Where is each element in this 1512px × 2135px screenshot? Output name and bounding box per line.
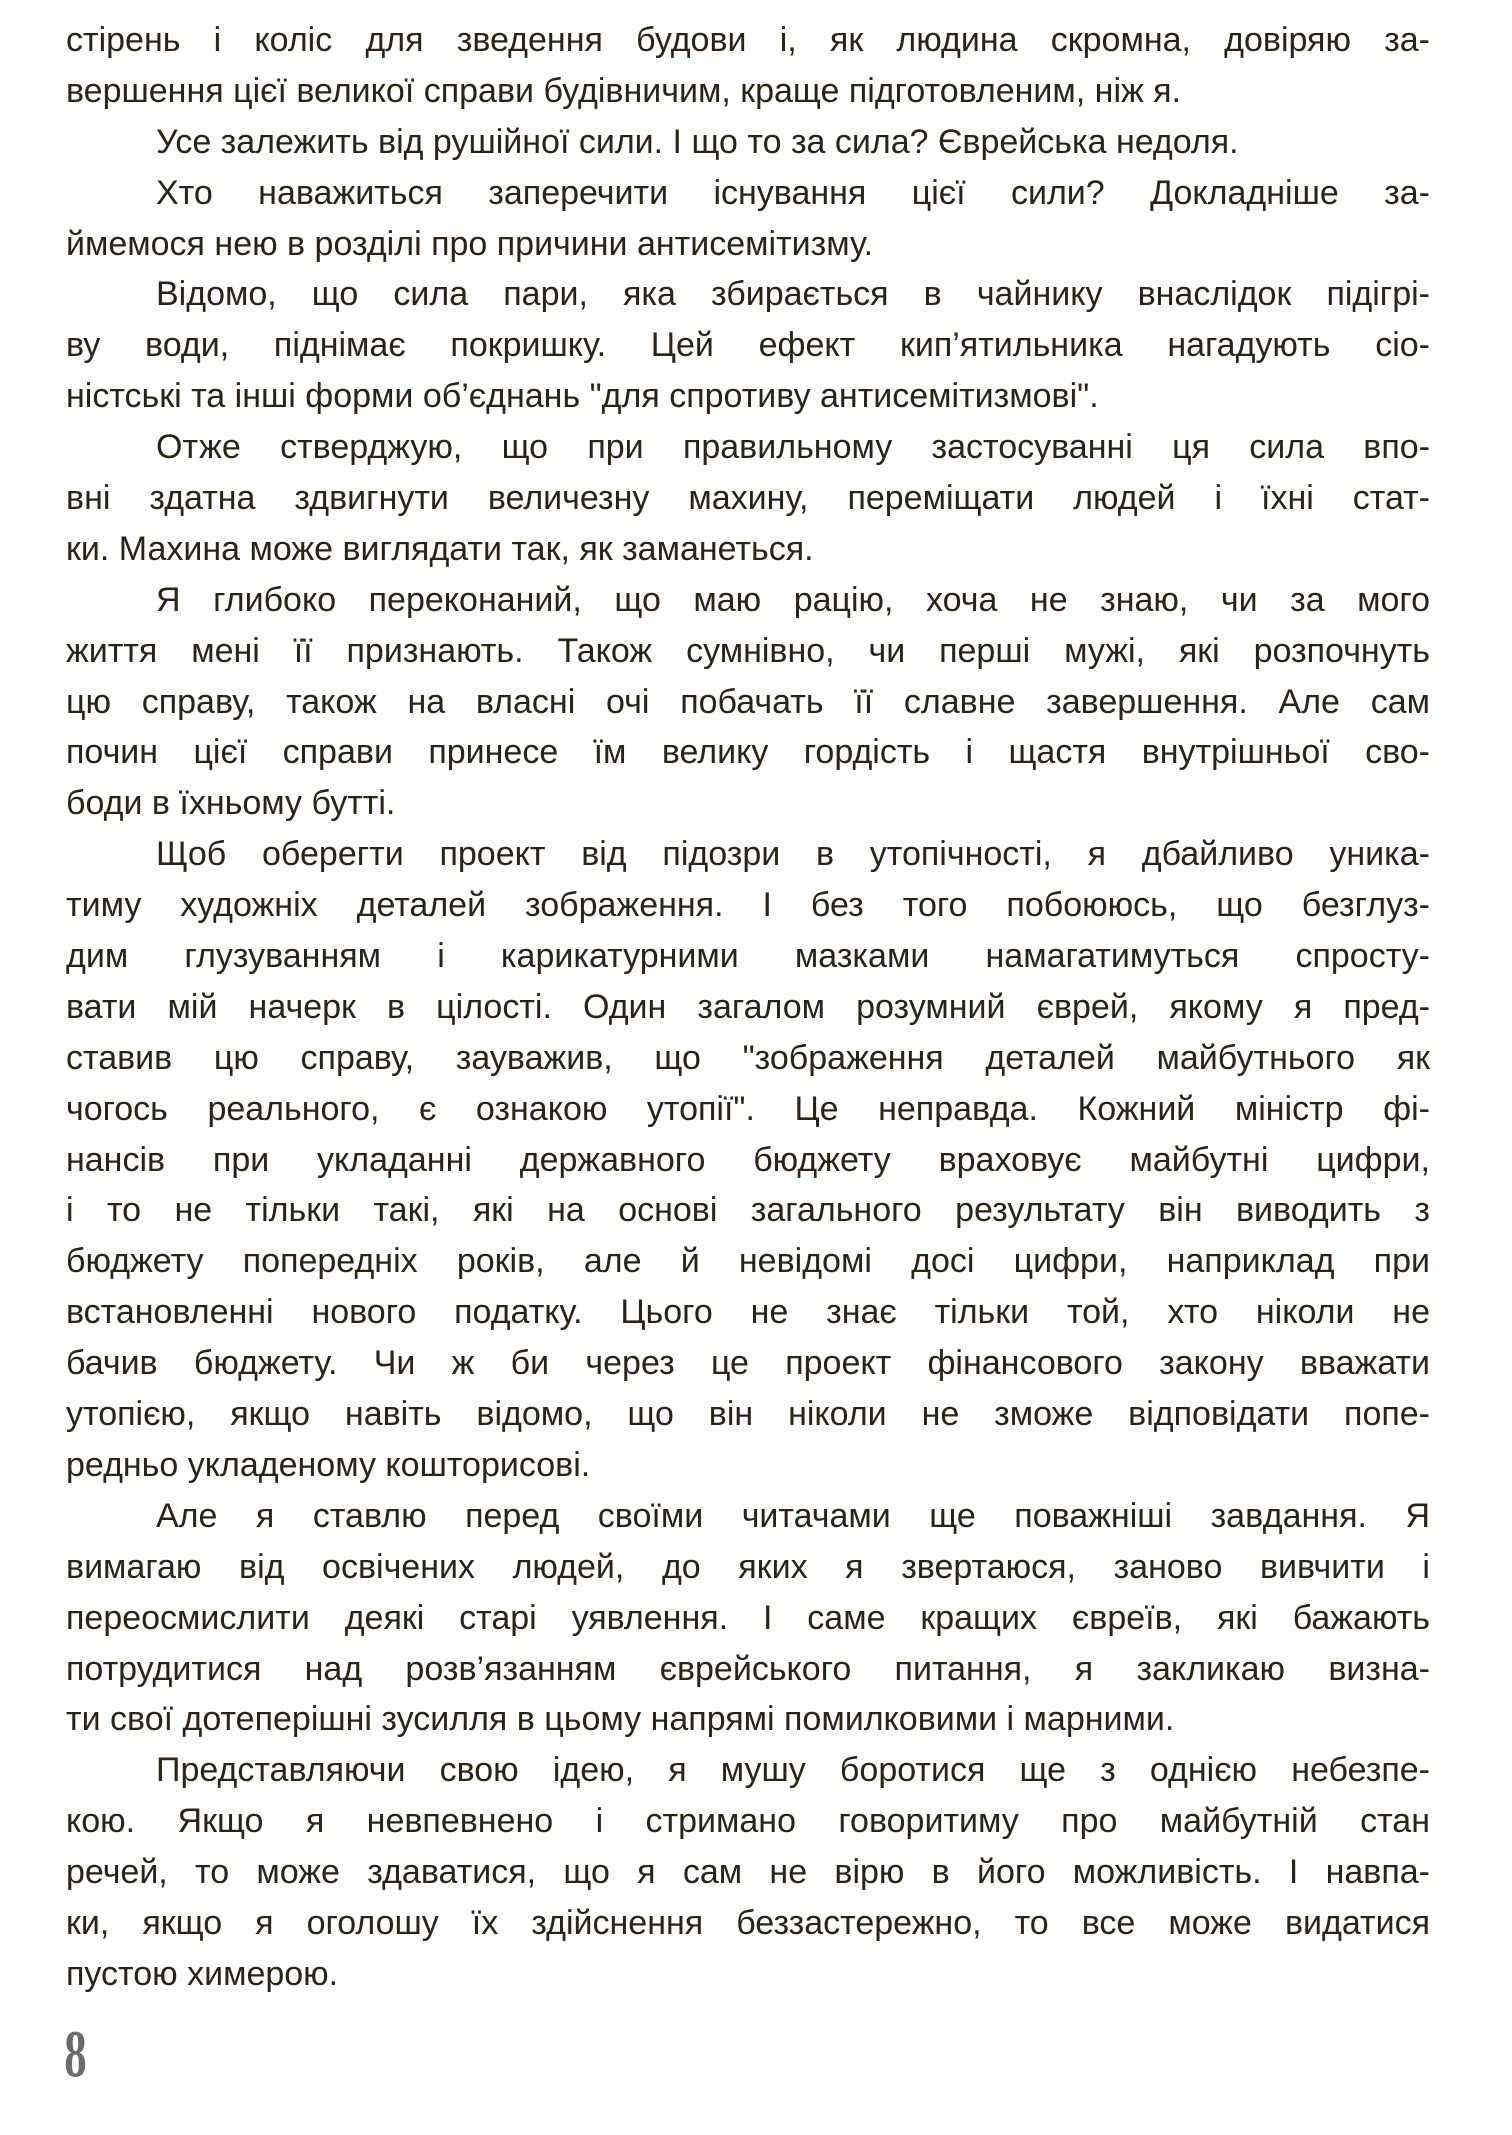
- text-line: встановленні нового податку. Цього не знає тільки той, хто ніколи не: [66, 1293, 1430, 1332]
- paragraph: [66, 1491, 1430, 1745]
- text-line: потрудитися над розв’язанням єврейського питання, я закликаю визна-: [66, 1649, 1430, 1688]
- text-line: цю справу, також на власні очі побачать її славне завершення. Але сам: [66, 682, 1430, 721]
- body-text: [66, 15, 1430, 2000]
- text-line: ти свої дотеперішні зусилля в цьому напрямі помилковими і марними.: [66, 1700, 1175, 1739]
- text-line: вні здатна здвигнути величезну махину, переміщати людей і їхні стат-: [66, 479, 1430, 518]
- text-line: утопією, якщо навіть відомо, що він ніколи не зможе відповідати попе-: [66, 1395, 1430, 1434]
- text-line: ністські та інші форми об’єднань "для спротиву антисемітизмові".: [66, 377, 1099, 416]
- page-number: 8: [64, 2021, 87, 2091]
- text-line: вати мій начерк в цілості. Один загалом розумний єврей, якому я пред-: [66, 987, 1430, 1026]
- text-line: боди в їхньому бутті.: [66, 784, 396, 823]
- text-line: вершення цієї великої справи будівничим, краще підготовленим, ніж я.: [66, 71, 1182, 110]
- text-line: Представляючи свою ідею, я мушу боротися ще з однією небезпе-: [156, 1751, 1430, 1790]
- paragraph: [66, 168, 1430, 270]
- paragraph: [66, 422, 1430, 575]
- paragraph: [66, 1745, 1430, 1999]
- text-line: ймемося нею в розділі про причини антисемітизму.: [66, 224, 874, 263]
- text-line: речей, то може здаватися, що я сам не вірю в його можливість. І навпа-: [66, 1853, 1430, 1892]
- paragraph: [66, 15, 1430, 117]
- text-line: дим глузуванням і карикатурними мазками намагатимуться спросту-: [66, 937, 1430, 976]
- text-line: бюджету попередніх років, але й невідомі досі цифри, наприклад при: [66, 1242, 1430, 1281]
- paragraph: [66, 829, 1430, 1491]
- text-line: редньо укладеному кошторисові.: [66, 1445, 591, 1484]
- text-line: Хто наважиться заперечити існування цієї сили? Докладніше за-: [156, 173, 1430, 212]
- text-line: ставив цю справу, зауважив, що "зображення деталей майбутнього як: [66, 1038, 1430, 1077]
- text-line: Але я ставлю перед своїми читачами ще поважніші завдання. Я: [156, 1496, 1430, 1535]
- text-line: стірень і коліс для зведення будови і, як людина скромна, довіряю за-: [66, 21, 1430, 59]
- text-line: ву води, піднімає покришку. Цей ефект кип’ятильника нагадують сіо-: [66, 326, 1430, 365]
- paragraph: [66, 575, 1430, 829]
- paragraph: [66, 269, 1430, 422]
- paragraph: [66, 117, 1430, 168]
- text-line: вимагаю від освічених людей, до яких я звертаюся, заново вивчити і: [66, 1547, 1430, 1586]
- text-line: Усе залежить від рушійної сили. І що то за сила? Єврейська недоля.: [156, 122, 1239, 161]
- text-line: життя мені її признають. Також сумнівно, чи перші мужі, які розпочнуть: [66, 631, 1430, 670]
- text-line: чогось реального, є ознакою утопії". Це неправда. Кожний міністр фі-: [66, 1089, 1430, 1128]
- text-line: Щоб оберегти проект від підозри в утопічності, я дбайливо уника-: [156, 835, 1430, 874]
- text-line: ки, якщо я оголошу їх здійснення беззастережно, то все може видатися: [66, 1903, 1430, 1942]
- text-line: Відомо, що сила пари, яка збирається в чайнику внаслідок підігрі-: [156, 275, 1430, 314]
- text-line: і то не тільки такі, які на основі загального результату він виводить з: [66, 1191, 1430, 1230]
- text-line: кою. Якщо я невпевнено і стримано говоритиму про майбутній стан: [66, 1802, 1430, 1841]
- text-line: нансів при укладанні державного бюджету враховує майбутні цифри,: [66, 1140, 1430, 1179]
- text-line: бачив бюджету. Чи ж би через це проект фінансового закону вважати: [66, 1344, 1430, 1383]
- text-line: ки. Махина може виглядати так, як заманеться.: [66, 529, 814, 568]
- text-line: пустою химерою.: [66, 1954, 339, 1993]
- text-line: переосмислити деякі старі уявлення. І саме кращих євреїв, які бажають: [66, 1598, 1430, 1637]
- text-line: Я глибоко переконаний, що маю рацію, хоча не знаю, чи за мого: [156, 580, 1430, 619]
- text-line: Отже стверджую, що при правильному застосуванні ця сила впо-: [156, 428, 1430, 467]
- text-line: тиму художніх деталей зображення. І без того побоююсь, що безглуз-: [66, 886, 1430, 925]
- text-line: почин цієї справи принесе їм велику гордість і щастя внутрішньої сво-: [66, 733, 1430, 772]
